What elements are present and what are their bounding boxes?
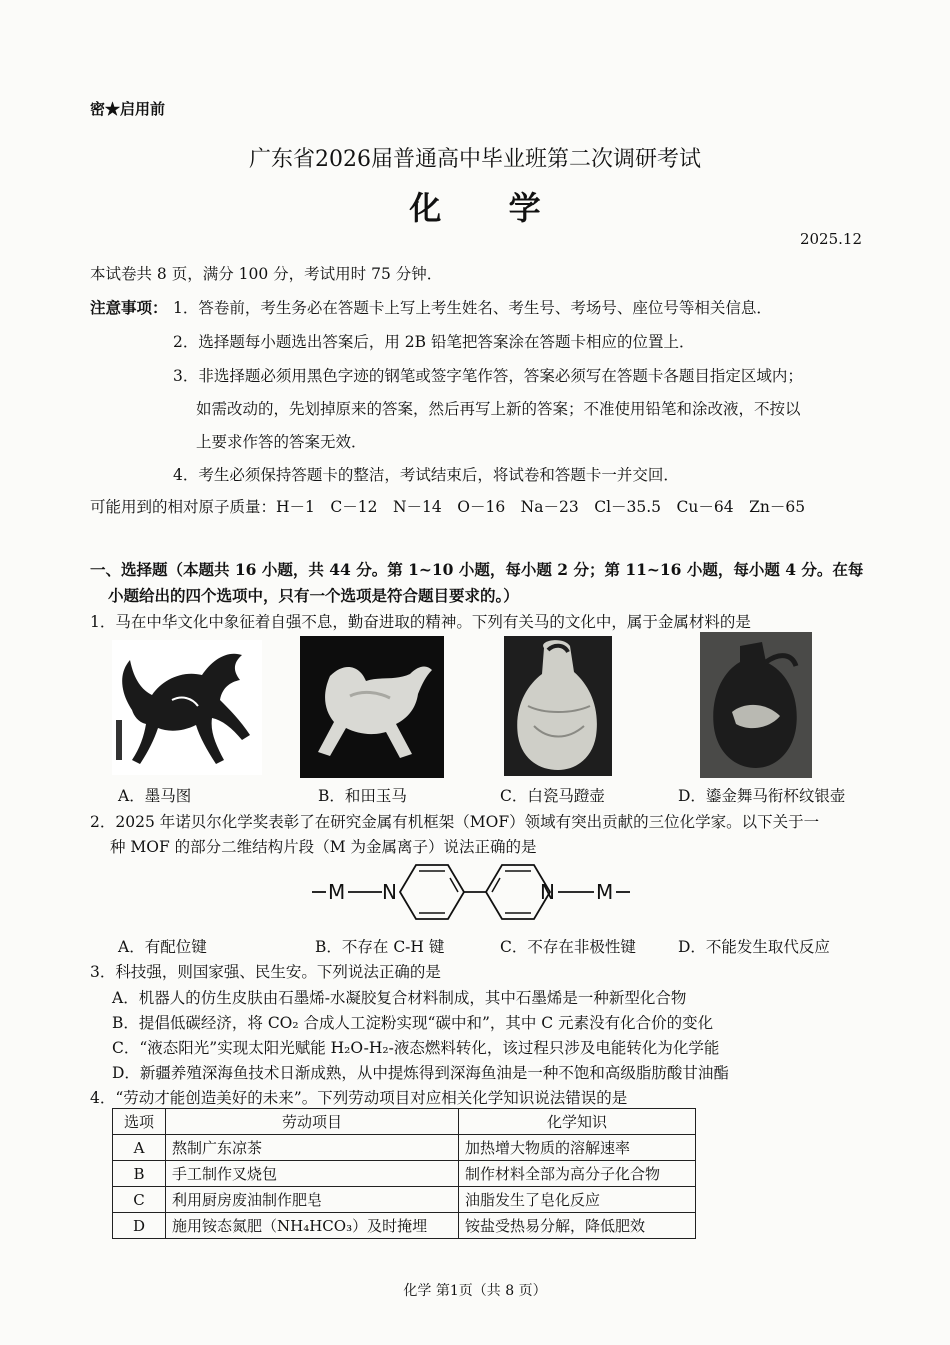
metal-atom-left: M <box>328 880 346 904</box>
porcelain-stirrup-pot-photo <box>504 636 612 776</box>
secret-label: 密★启用前 <box>90 100 166 118</box>
table-row <box>113 1135 696 1161</box>
table-row <box>113 1213 696 1239</box>
subject-title: 化 学 <box>409 189 569 227</box>
table-cell: D <box>113 1213 166 1239</box>
mof-structure <box>300 852 650 932</box>
section-heading: 一、选择题（本题共 16 小题，共 44 分。第 1~10 小题，每小题 2 分；第 11~16 小题，每小题 4 分。在每 <box>90 560 864 579</box>
q2-option-b: B．不存在 C-H 键 <box>315 938 445 956</box>
table-cell: A <box>113 1135 166 1161</box>
q3-option-d: D．新疆养殖深海鱼技术日渐成熟，从中提炼得到深海鱼油是一种不饱和高级脂肪酸甘油酯 <box>112 1064 729 1082</box>
notice-item: 4．考生必须保持答题卡的整洁，考试结束后，将试卷和答题卡一并交回． <box>173 466 679 484</box>
atomic-masses: 可能用到的相对原子质量：H－1 C－12 N－14 O－16 Na－23 Cl－35.5 Cu－64 Zn－65 <box>90 498 806 516</box>
table-row <box>113 1161 696 1187</box>
q1-option-d: D．鎏金舞马衔杯纹银壶 <box>678 787 846 805</box>
q1-option-c: C．白瓷马蹬壶 <box>500 787 605 805</box>
table-row <box>113 1187 696 1213</box>
notice-item: 如需改动的，先划掉原来的答案，然后再写上新的答案；不准使用铅笔和涂改液，不按以 <box>196 400 801 418</box>
q4-stem: 4．“劳动才能创造美好的未来”。下列劳动项目对应相关化学知识说法错误的是 <box>90 1089 628 1107</box>
q1-option-a: A．墨马图 <box>118 787 192 805</box>
table-cell: 加热增大物质的溶解速率 <box>459 1135 696 1161</box>
exam-date: 2025.12 <box>799 230 862 248</box>
table-cell: 油脂发生了皂化反应 <box>459 1187 696 1213</box>
jade-horse-photo <box>300 636 444 778</box>
q3-stem: 3．科技强，则国家强、民生安。下列说法正确的是 <box>90 963 441 981</box>
q1-option-b: B．和田玉马 <box>318 787 407 805</box>
table-header-cell: 劳动项目 <box>166 1109 459 1135</box>
q3-option-b: B．提倡低碳经济，将 CO₂ 合成人工淀粉实现“碳中和”，其中 C 元素没有化合价的变化 <box>112 1014 714 1032</box>
gilded-silver-pot-photo <box>700 632 812 778</box>
table-cell: 利用厨房废油制作肥皂 <box>166 1187 459 1213</box>
intro-text: 本试卷共 8 页，满分 100 分，考试用时 75 分钟． <box>90 265 443 283</box>
q2-stem: 2．2025 年诺贝尔化学奖表彰了在研究金属有机框架（MOF）领域有突出贡献的三位化学家。以下关于一 <box>90 813 820 831</box>
q3-option-c: C．“液态阳光”实现太阳光赋能 H₂O-H₂-液态燃料转化，该过程只涉及电能转化为化学能 <box>112 1039 720 1057</box>
notice-label: 注意事项： <box>90 298 168 317</box>
table-cell: 手工制作叉烧包 <box>166 1161 459 1187</box>
ink-horse-painting <box>112 640 262 775</box>
table-cell: B <box>113 1161 166 1187</box>
table-cell: 施用铵态氮肥（NH₄HCO₃）及时掩埋 <box>166 1213 459 1239</box>
q1-stem: 1．马在中华文化中象征着自强不息，勤奋进取的精神。下列有关马的文化中，属于金属材料的是 <box>90 613 751 631</box>
q4-table <box>112 1108 696 1239</box>
table-cell: 制作材料全部为高分子化合物 <box>459 1161 696 1187</box>
table-cell: 铵盐受热易分解，降低肥效 <box>459 1213 696 1239</box>
table-header-cell: 选项 <box>113 1109 166 1135</box>
page-footer: 化学 第1页（共 8 页） <box>403 1283 547 1299</box>
q2-stem: 种 MOF 的部分二维结构片段（M 为金属离子）说法正确的是 <box>110 838 537 856</box>
q2-option-a: A．有配位键 <box>118 938 207 956</box>
nitrogen-atom-left: N <box>382 880 397 904</box>
notice-item: 1．答卷前，考生务必在答题卡上写上考生姓名、考生号、考场号、座位号等相关信息． <box>173 299 772 317</box>
table-header-row <box>113 1109 696 1135</box>
table-header-cell: 化学知识 <box>459 1109 696 1135</box>
exam-title: 广东省2026届普通高中毕业班第二次调研考试 <box>249 147 701 172</box>
metal-atom-right: M <box>596 880 614 904</box>
q3-option-a: A．机器人的仿生皮肤由石墨烯-水凝胶复合材料制成，其中石墨烯是一种新型化合物 <box>112 989 687 1007</box>
notice-item: 上要求作答的答案无效． <box>196 433 367 451</box>
notice-item: 3．非选择题必须用黑色字迹的钢笔或签字笔作答，答案必须写在答题卡各题目指定区域内； <box>173 367 803 385</box>
section-heading: 小题给出的四个选项中，只有一个选项是符合题目要求的。） <box>108 586 519 605</box>
q2-option-d: D．不能发生取代反应 <box>678 938 830 956</box>
nitrogen-atom-right: N <box>540 880 555 904</box>
table-cell: C <box>113 1187 166 1213</box>
q2-option-c: C．不存在非极性键 <box>500 938 636 956</box>
notice-item: 2．选择题每小题选出答案后，用 2B 铅笔把答案涂在答题卡相应的位置上． <box>173 333 695 351</box>
table-cell: 熬制广东凉茶 <box>166 1135 459 1161</box>
